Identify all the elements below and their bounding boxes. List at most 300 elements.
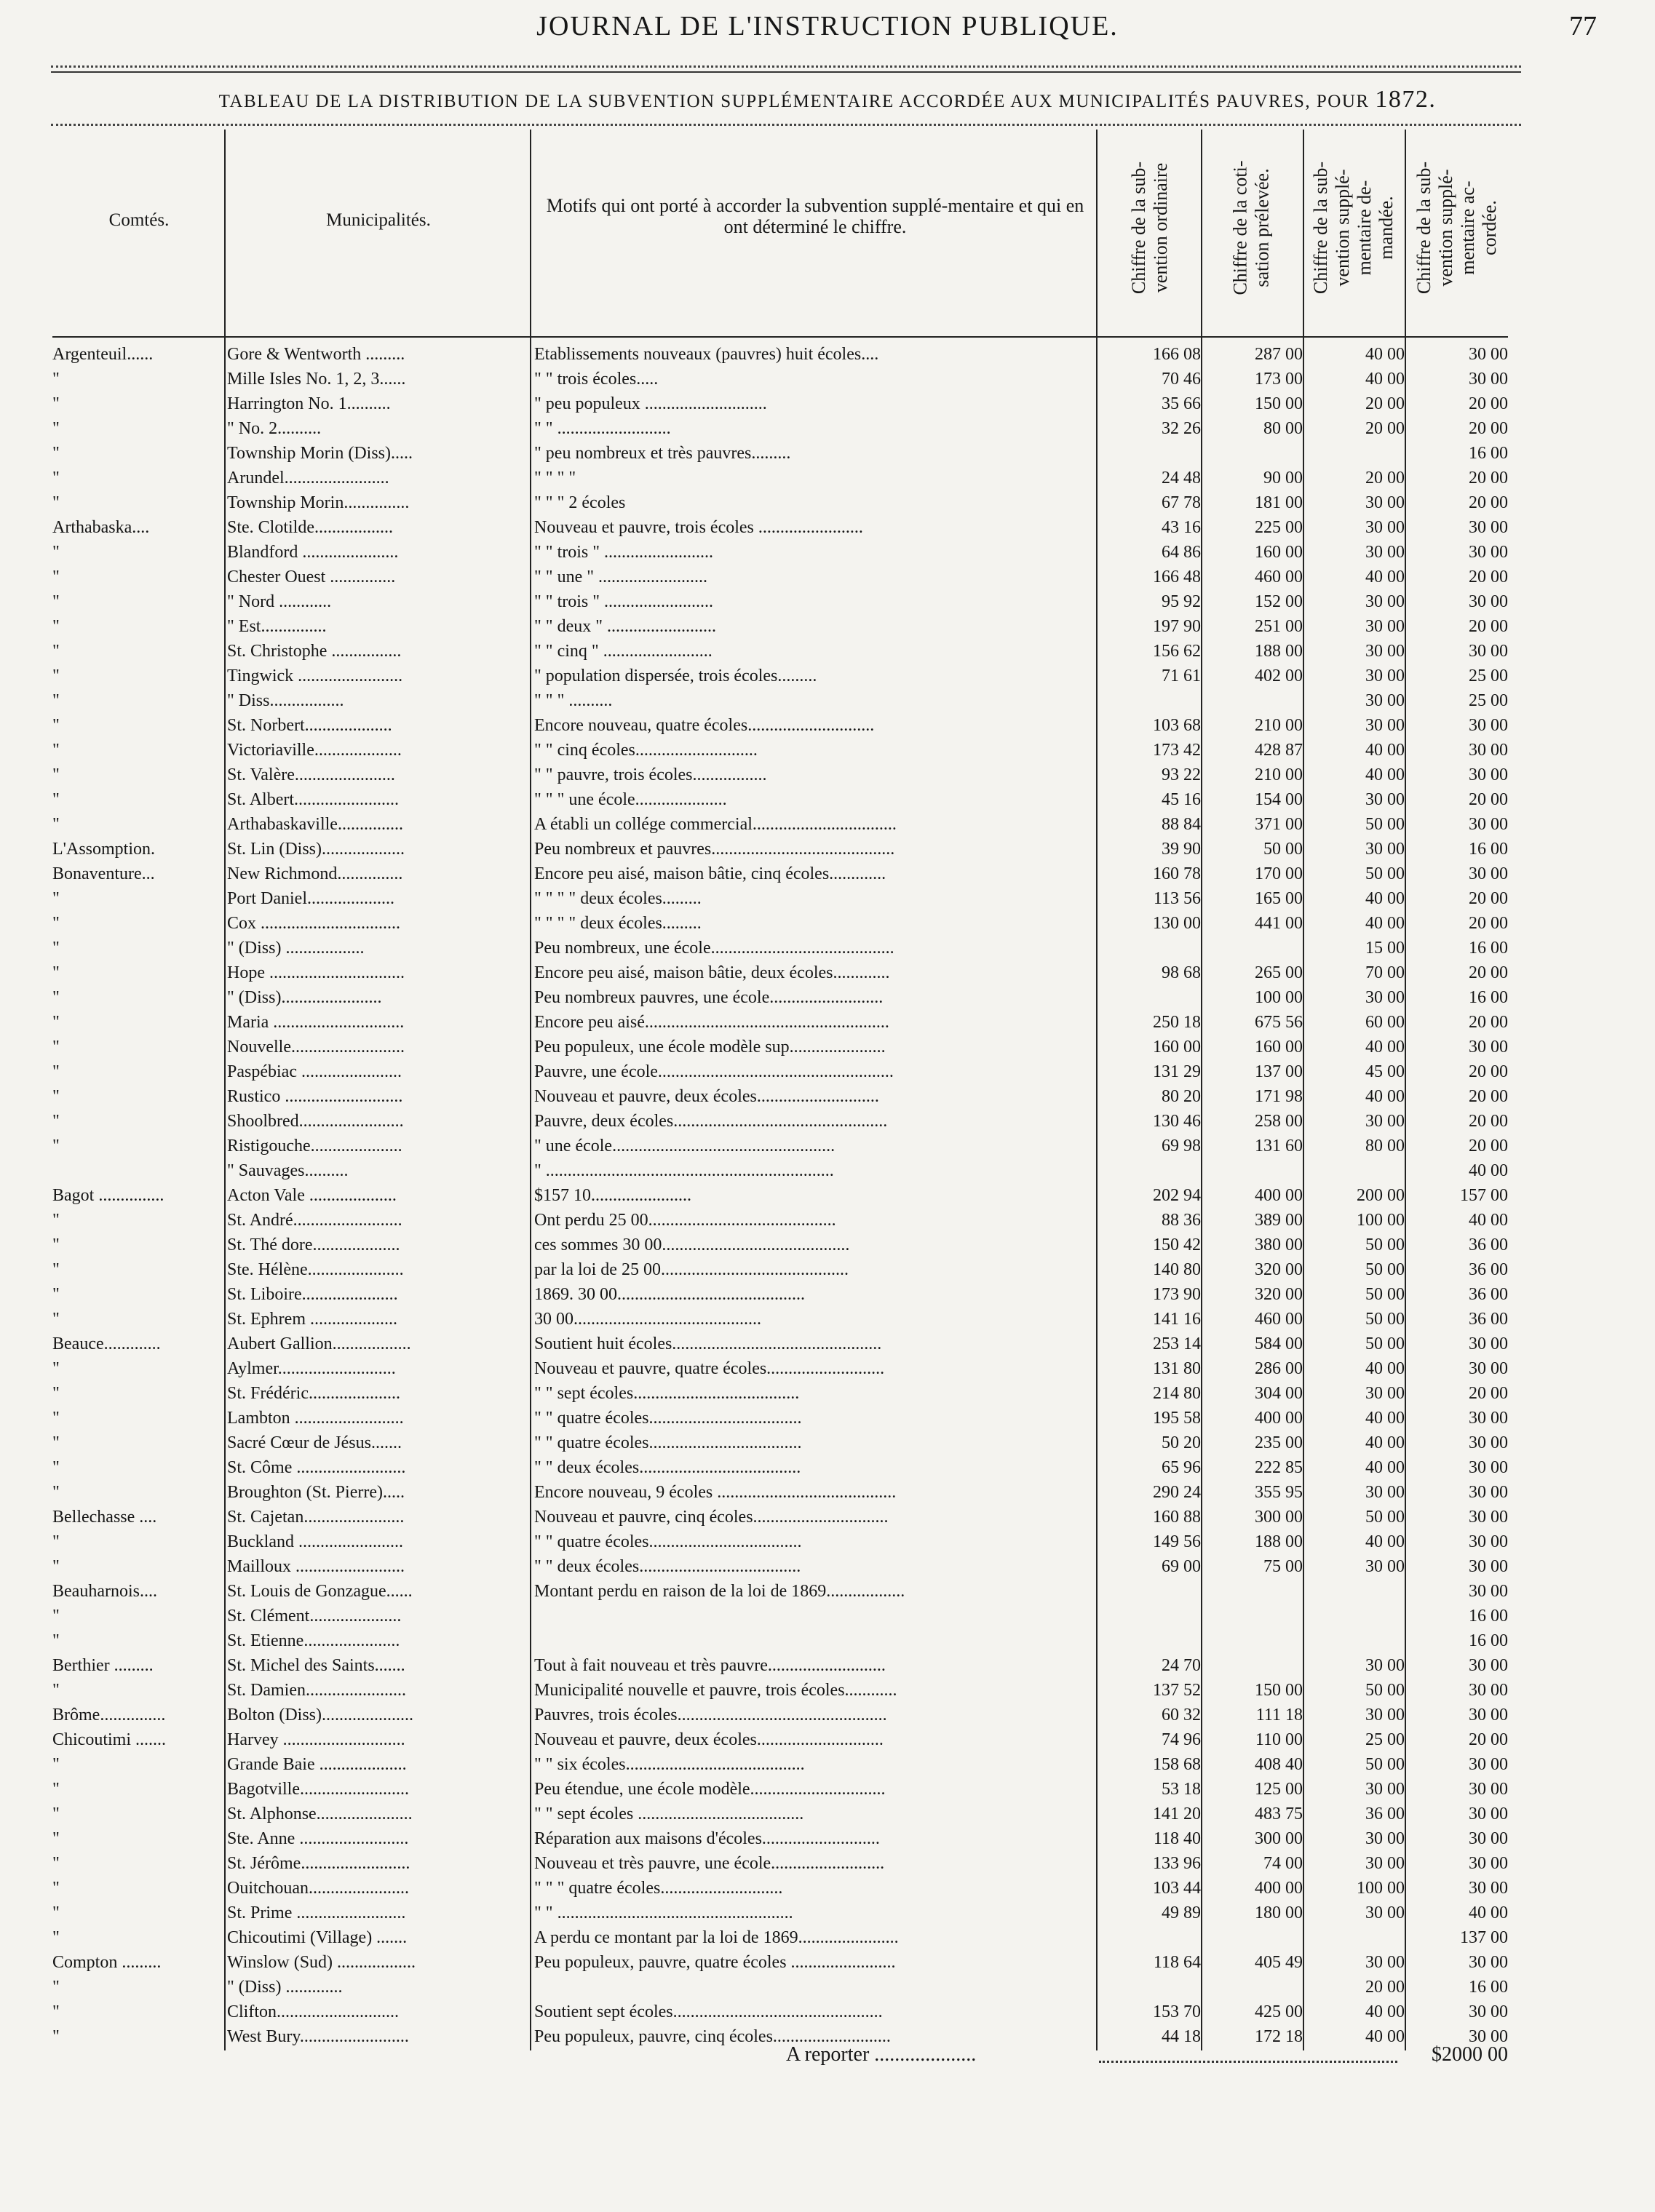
table-row [0, 1529, 1655, 1554]
motif-cell: " " " " deux écoles......... [534, 914, 702, 933]
subvention-accordee-cell: 30 00 [1469, 543, 1508, 562]
cotisation-cell: 251 00 [1255, 617, 1303, 636]
comte-cell: " [52, 1557, 60, 1576]
table-row [0, 1084, 1655, 1109]
subvention-accordee-cell: 30 00 [1469, 1433, 1508, 1452]
table-row [0, 1579, 1655, 1604]
subvention-ordinaire-cell: 160 88 [1153, 1508, 1201, 1527]
municipalite-cell: St. Norbert.................... [227, 716, 392, 735]
subvention-accordee-cell: 20 00 [1469, 493, 1508, 512]
subvention-ordinaire-cell [1099, 1628, 1201, 1653]
cotisation-cell: 150 00 [1255, 394, 1303, 413]
subvention-accordee-cell: 16 00 [1469, 1631, 1508, 1650]
subvention-demandee-cell: 50 00 [1365, 1755, 1405, 1774]
municipalite-cell: Acton Vale .................... [227, 1186, 397, 1205]
cotisation-cell: 74 00 [1263, 1854, 1303, 1873]
cotisation-cell: 460 00 [1255, 1310, 1303, 1329]
subvention-ordinaire-cell: 131 29 [1153, 1062, 1201, 1081]
municipalite-cell: Aylmer........................... [227, 1359, 396, 1378]
cotisation-cell: 355 95 [1255, 1483, 1303, 1502]
motif-cell: Peu populeux, pauvre, quatre écoles ........................ [534, 1953, 896, 1972]
subvention-accordee-cell: 30 00 [1469, 1854, 1508, 1873]
cotisation-cell: 460 00 [1255, 568, 1303, 586]
comte-cell: " [52, 1359, 60, 1378]
cotisation-cell: 320 00 [1255, 1285, 1303, 1304]
municipalite-cell: Gore & Wentworth ......... [227, 345, 405, 364]
comte-cell: " [52, 939, 60, 958]
motif-cell: " " une " ......................... [534, 568, 708, 586]
subvention-ordinaire-cell: 149 56 [1153, 1532, 1201, 1551]
subvention-ordinaire-cell: 130 00 [1153, 914, 1201, 933]
cotisation-cell: 80 00 [1263, 419, 1303, 438]
subvention-accordee-cell: 25 00 [1469, 667, 1508, 685]
subvention-accordee-cell: 30 00 [1469, 864, 1508, 883]
subvention-demandee-cell: 30 00 [1365, 790, 1405, 809]
subvention-accordee-cell: 16 00 [1469, 840, 1508, 859]
subvention-demandee-cell: 40 00 [1365, 1433, 1405, 1452]
subvention-demandee-cell: 70 00 [1365, 963, 1405, 982]
motif-cell: " " " " deux écoles......... [534, 889, 702, 908]
municipalite-cell: St. Louis de Gonzague...... [227, 1582, 413, 1601]
municipalite-cell: Ste. Clotilde.................. [227, 518, 393, 537]
subvention-demandee-cell: 50 00 [1365, 1236, 1405, 1254]
municipalite-cell: St. Liboire...................... [227, 1285, 398, 1304]
motif-cell: A établi un collége commercial................................. [534, 815, 897, 834]
table-row [0, 886, 1655, 911]
comte-cell: " [52, 1038, 60, 1057]
subvention-demandee-cell: 30 00 [1365, 1656, 1405, 1675]
subvention-accordee-cell: 20 00 [1469, 914, 1508, 933]
municipalite-cell: Paspébiac ....................... [227, 1062, 402, 1081]
municipalite-cell: " (Diss)....................... [227, 988, 382, 1007]
subvention-ordinaire-cell: 80 20 [1162, 1087, 1201, 1106]
subvention-ordinaire-cell: 160 78 [1153, 864, 1201, 883]
municipalite-cell: St. Frédéric..................... [227, 1384, 400, 1403]
municipalite-cell: Bagotville......................... [227, 1780, 409, 1799]
subvention-ordinaire-cell: 67 78 [1162, 493, 1201, 512]
comte-cell: " [52, 988, 60, 1007]
table-row [0, 342, 1655, 367]
motif-cell: Peu nombreux et pauvres.......................................... [534, 840, 895, 859]
table-row [0, 391, 1655, 416]
table-row [0, 763, 1655, 787]
table-row [0, 367, 1655, 391]
comte-cell: " [52, 963, 60, 982]
motif-cell: Peu nombreux pauvres, une école.......................... [534, 988, 884, 1007]
table-row [0, 1727, 1655, 1752]
comte-cell: " [52, 765, 60, 784]
subvention-ordinaire-cell: 24 48 [1162, 469, 1201, 488]
comte-cell: " [52, 543, 60, 562]
comte-cell: Brôme............... [52, 1706, 166, 1724]
motif-cell: Nouveau et pauvre, deux écoles............................. [534, 1730, 884, 1749]
motif-cell: " " deux écoles..................................... [534, 1557, 801, 1576]
subvention-ordinaire-cell: 118 40 [1153, 1829, 1201, 1848]
subvention-accordee-cell: 30 00 [1469, 716, 1508, 735]
cotisation-cell [1201, 1579, 1303, 1604]
comte-cell: " [52, 1681, 60, 1700]
subvention-demandee-cell: 30 00 [1365, 1483, 1405, 1502]
subvention-ordinaire-cell: 166 48 [1153, 568, 1201, 586]
comte-cell: " [52, 370, 60, 389]
subvention-accordee-cell: 20 00 [1469, 419, 1508, 438]
cotisation-cell: 188 00 [1255, 642, 1303, 661]
cotisation-cell: 150 00 [1255, 1681, 1303, 1700]
subvention-accordee-cell: 20 00 [1469, 1087, 1508, 1106]
table-row [0, 960, 1655, 985]
cotisation-cell [1201, 1975, 1303, 2000]
subvention-accordee-cell: 20 00 [1469, 1062, 1508, 1081]
cotisation-cell: 181 00 [1255, 493, 1303, 512]
subvention-accordee-cell: 30 00 [1469, 1483, 1508, 1502]
motif-cell: " " " .......... [534, 691, 613, 710]
motif-cell: " " sept écoles ...................................... [534, 1805, 804, 1823]
subvention-ordinaire-cell: 64 86 [1162, 543, 1201, 562]
subvention-demandee-cell: 36 00 [1365, 1805, 1405, 1823]
subvention-demandee-cell: 40 00 [1365, 1458, 1405, 1477]
municipalite-cell: Port Daniel.................... [227, 889, 394, 908]
subvention-ordinaire-cell [1099, 1158, 1201, 1183]
comte-cell: L'Assomption. [52, 840, 155, 859]
municipalite-cell: Harvey ............................ [227, 1730, 405, 1749]
comte-cell: " [52, 716, 60, 735]
comte-cell: " [52, 493, 60, 512]
subvention-demandee-cell: 40 00 [1365, 889, 1405, 908]
subvention-ordinaire-cell: 290 24 [1153, 1483, 1201, 1502]
subvention-ordinaire-cell: 214 80 [1153, 1384, 1201, 1403]
subvention-ordinaire-cell: 45 16 [1162, 790, 1201, 809]
motif-cell: " " ...................................................... [534, 1903, 793, 1922]
subvention-demandee-cell: 50 00 [1365, 1334, 1405, 1353]
table-row [0, 664, 1655, 688]
cotisation-cell: 188 00 [1255, 1532, 1303, 1551]
subvention-demandee-cell: 30 00 [1365, 493, 1405, 512]
comte-cell [52, 1158, 226, 1183]
subvention-ordinaire-cell [1099, 985, 1201, 1010]
table-row [0, 1703, 1655, 1727]
subvention-accordee-cell: 20 00 [1469, 469, 1508, 488]
municipalite-cell: Ouitchouan....................... [227, 1879, 409, 1898]
cotisation-cell: 100 00 [1255, 988, 1303, 1007]
motif-cell [534, 1628, 1095, 1653]
subvention-accordee-cell: 30 00 [1469, 1706, 1508, 1724]
comte-cell: " [52, 568, 60, 586]
subvention-accordee-cell: 40 00 [1469, 1161, 1508, 1180]
municipalite-cell: Sacré Cœur de Jésus....... [227, 1433, 402, 1452]
motif-cell: Pauvre, une école...................................................... [534, 1062, 894, 1081]
cotisation-cell: 380 00 [1255, 1236, 1303, 1254]
comte-cell: " [52, 790, 60, 809]
motif-cell: " " " quatre écoles............................ [534, 1879, 783, 1898]
subvention-accordee-cell: 20 00 [1469, 394, 1508, 413]
comte-cell: " [52, 1062, 60, 1081]
motif-cell: Soutient huit écoles................................................ [534, 1334, 882, 1353]
cotisation-cell: 131 60 [1255, 1137, 1303, 1155]
motif-cell: " " deux " ......................... [534, 617, 717, 636]
subvention-demandee-cell: 20 00 [1365, 419, 1405, 438]
cotisation-cell [1201, 688, 1303, 713]
motif-cell: " une école................................................... [534, 1137, 836, 1155]
motif-cell: Ont perdu 25 00........................................... [534, 1211, 836, 1230]
subvention-ordinaire-cell: 71 61 [1162, 667, 1201, 685]
comte-cell: " [52, 1755, 60, 1774]
comte-cell: " [52, 1137, 60, 1155]
table-row [0, 565, 1655, 589]
cotisation-cell: 400 00 [1255, 1879, 1303, 1898]
table-row [0, 1480, 1655, 1505]
table-title-year: 1872. [1375, 86, 1437, 113]
subvention-ordinaire-cell: 35 66 [1162, 394, 1201, 413]
comte-cell: " [52, 1260, 60, 1279]
cotisation-cell: 90 00 [1263, 469, 1303, 488]
comte-cell: " [52, 617, 60, 636]
subvention-accordee-cell: 30 00 [1469, 2002, 1508, 2021]
municipalite-cell: Chicoutimi (Village) ....... [227, 1928, 408, 1947]
cotisation-cell: 300 00 [1255, 1508, 1303, 1527]
subvention-ordinaire-cell: 140 80 [1153, 1260, 1201, 1279]
table-row [0, 1678, 1655, 1703]
table-row [0, 1802, 1655, 1826]
subvention-ordinaire-cell [1099, 936, 1201, 960]
subvention-accordee-cell: 16 00 [1469, 444, 1508, 463]
municipalite-cell: " (Diss) .................. [227, 939, 365, 958]
subvention-demandee-cell: 40 00 [1365, 370, 1405, 389]
subvention-accordee-cell: 30 00 [1469, 370, 1508, 389]
motif-cell: " population dispersée, trois écoles......... [534, 667, 817, 685]
cotisation-cell [1201, 1158, 1303, 1183]
subvention-ordinaire-cell: 173 42 [1153, 741, 1201, 760]
municipalite-cell: Blandford ...................... [227, 543, 399, 562]
subvention-demandee-cell: 30 00 [1365, 1829, 1405, 1848]
subvention-accordee-cell: 20 00 [1469, 1384, 1508, 1403]
motif-cell: " " quatre écoles................................... [534, 1532, 802, 1551]
subvention-accordee-cell: 36 00 [1469, 1285, 1508, 1304]
table-row [0, 1158, 1655, 1183]
subvention-demandee-cell [1303, 1925, 1405, 1950]
carry-forward-total: $2000 00 [1432, 2043, 1508, 2066]
subvention-accordee-cell: 30 00 [1469, 1508, 1508, 1527]
subvention-demandee-cell: 40 00 [1365, 741, 1405, 760]
cotisation-cell: 172 18 [1255, 2027, 1303, 2046]
table-row [0, 1059, 1655, 1084]
subvention-demandee-cell [1303, 441, 1405, 466]
comte-cell: " [52, 1236, 60, 1254]
comte-cell: Compton ......... [52, 1953, 162, 1972]
table-row [0, 589, 1655, 614]
subvention-demandee-cell: 40 00 [1365, 2027, 1405, 2046]
subvention-demandee-cell: 40 00 [1365, 1359, 1405, 1378]
subvention-demandee-cell: 50 00 [1365, 1285, 1405, 1304]
subvention-accordee-cell: 30 00 [1469, 1038, 1508, 1057]
cotisation-cell: 258 00 [1255, 1112, 1303, 1131]
table-row [0, 1777, 1655, 1802]
table-row [0, 441, 1655, 466]
motif-cell: " " .......................... [534, 419, 671, 438]
cotisation-cell: 425 00 [1255, 2002, 1303, 2021]
motif-cell: Peu nombreux, une école.......................................... [534, 939, 894, 958]
cotisation-cell: 225 00 [1255, 518, 1303, 537]
subvention-ordinaire-cell: 69 98 [1162, 1137, 1201, 1155]
motif-cell: " " trois " ......................... [534, 592, 714, 611]
table-row [0, 1604, 1655, 1628]
motif-cell: Montant perdu en raison de la loi de 1869.................. [534, 1582, 905, 1601]
subvention-ordinaire-cell [1099, 441, 1201, 466]
municipalite-cell: St. Prime ......................... [227, 1903, 406, 1922]
municipalite-cell: St. Alphonse...................... [227, 1805, 413, 1823]
subvention-demandee-cell: 40 00 [1365, 1038, 1405, 1057]
motif-cell: " peu nombreux et très pauvres......... [534, 444, 791, 463]
subvention-accordee-cell: 25 00 [1469, 691, 1508, 710]
header-motifs: Motifs qui ont porté à accorder la subvention supplé-mentaire et qui en ont déterminé le chiffre. [546, 195, 1084, 237]
subvention-ordinaire-cell: 60 32 [1162, 1706, 1201, 1724]
comte-cell: " [52, 1879, 60, 1898]
subvention-demandee-cell: 40 00 [1365, 345, 1405, 364]
subvention-accordee-cell: 30 00 [1469, 1582, 1508, 1601]
motif-cell: " " quatre écoles................................... [534, 1409, 802, 1428]
municipalite-cell: St. Albert........................ [227, 790, 400, 809]
subvention-ordinaire-cell: 195 58 [1153, 1409, 1201, 1428]
subvention-demandee-cell [1303, 1579, 1405, 1604]
municipalite-cell: Mille Isles No. 1, 2, 3...... [227, 370, 406, 389]
municipalite-cell: St. Ephrem .................... [227, 1310, 397, 1329]
cotisation-cell: 320 00 [1255, 1260, 1303, 1279]
subvention-accordee-cell: 16 00 [1469, 988, 1508, 1007]
motif-cell: " " " une école..................... [534, 790, 727, 809]
cotisation-cell: 400 00 [1255, 1186, 1303, 1205]
table-row [0, 862, 1655, 886]
table-row [0, 540, 1655, 565]
municipalite-cell: Hope ............................... [227, 963, 405, 982]
subvention-ordinaire-cell: 141 16 [1153, 1310, 1201, 1329]
subvention-ordinaire-cell: 160 00 [1153, 1038, 1201, 1057]
table-title [0, 86, 1655, 114]
table-row [0, 1752, 1655, 1777]
motif-cell: Tout à fait nouveau et très pauvre........................... [534, 1656, 886, 1675]
subvention-demandee-cell: 50 00 [1365, 1508, 1405, 1527]
motif-cell: Peu étendue, une école modèle............................... [534, 1780, 886, 1799]
subvention-demandee-cell: 30 00 [1365, 716, 1405, 735]
subvention-ordinaire-cell: 133 96 [1153, 1854, 1201, 1873]
motif-cell [534, 1975, 1095, 2000]
table-row [0, 1282, 1655, 1307]
subvention-accordee-cell: 20 00 [1469, 790, 1508, 809]
table-row [0, 1183, 1655, 1208]
comte-cell: " [52, 469, 60, 488]
comte-cell: " [52, 1384, 60, 1403]
municipalite-cell: St. Jérôme......................... [227, 1854, 410, 1873]
subvention-accordee-cell: 16 00 [1469, 1978, 1508, 1997]
comte-cell: " [52, 1532, 60, 1551]
municipalite-cell: Nouvelle.......................... [227, 1038, 405, 1057]
cotisation-cell: 265 00 [1255, 963, 1303, 982]
comte-cell: " [52, 592, 60, 611]
table-row [0, 1109, 1655, 1134]
comte-cell: " [52, 1854, 60, 1873]
table-row [0, 787, 1655, 812]
subvention-demandee-cell: 30 00 [1365, 1557, 1405, 1576]
subvention-demandee-cell: 30 00 [1365, 1953, 1405, 1972]
motif-cell: " " deux écoles..................................... [534, 1458, 801, 1477]
comte-cell: " [52, 1607, 60, 1626]
comte-cell: " [52, 642, 60, 661]
page-number: 77 [1569, 11, 1597, 41]
comte-cell: " [52, 1211, 60, 1230]
subvention-ordinaire-cell: 141 20 [1153, 1805, 1201, 1823]
subvention-accordee-cell: 30 00 [1469, 1409, 1508, 1428]
motif-cell: " " " 2 écoles [534, 493, 626, 512]
subvention-ordinaire-cell: 250 18 [1153, 1013, 1201, 1032]
cotisation-cell: 400 00 [1255, 1409, 1303, 1428]
subvention-demandee-cell: 50 00 [1365, 1260, 1405, 1279]
header-divider-solid [51, 71, 1521, 73]
municipalite-cell: St. Thé dore.................... [227, 1236, 400, 1254]
subvention-ordinaire-cell: 150 42 [1153, 1236, 1201, 1254]
municipalite-cell: St. Christophe ................ [227, 642, 402, 661]
subvention-accordee-cell: 20 00 [1469, 568, 1508, 586]
cotisation-cell [1201, 936, 1303, 960]
motif-cell: 30 00........................................... [534, 1310, 761, 1329]
municipalite-cell: Rustico ........................... [227, 1087, 403, 1106]
municipalite-cell: St. André......................... [227, 1211, 402, 1230]
municipalite-cell: Harrington No. 1.......... [227, 394, 391, 413]
municipalite-cell: " (Diss) ............. [227, 1978, 343, 1997]
comte-cell: " [52, 1112, 60, 1131]
subvention-demandee-cell: 30 00 [1365, 1903, 1405, 1922]
subvention-accordee-cell: 30 00 [1469, 815, 1508, 834]
header-divider [51, 65, 1521, 68]
subvention-accordee-cell: 36 00 [1469, 1310, 1508, 1329]
table-row [0, 466, 1655, 490]
municipalite-cell: " Est............... [227, 617, 327, 636]
cotisation-cell: 152 00 [1255, 592, 1303, 611]
table-row [0, 1010, 1655, 1035]
subvention-accordee-cell: 30 00 [1469, 1557, 1508, 1576]
title-divider [51, 124, 1521, 126]
comte-cell: " [52, 2027, 60, 2046]
cotisation-cell: 125 00 [1255, 1780, 1303, 1799]
municipalite-cell: Lambton ......................... [227, 1409, 404, 1428]
subvention-accordee-cell: 36 00 [1469, 1260, 1508, 1279]
subvention-accordee-cell: 30 00 [1469, 1458, 1508, 1477]
municipalite-cell: St. Lin (Diss)................... [227, 840, 405, 859]
table-row [0, 1876, 1655, 1901]
motif-cell [534, 1604, 1095, 1628]
subvention-accordee-cell: 30 00 [1469, 1532, 1508, 1551]
subvention-demandee-cell: 30 00 [1365, 1384, 1405, 1403]
subvention-accordee-cell: 30 00 [1469, 1755, 1508, 1774]
subvention-ordinaire-cell: 44 18 [1162, 2027, 1201, 2046]
municipalite-cell: Mailloux ......................... [227, 1557, 405, 1576]
subvention-demandee-cell: 45 00 [1365, 1062, 1405, 1081]
subvention-ordinaire-cell [1099, 1925, 1201, 1950]
header-cotisation-prelevee: Chiffre de la coti- sation prélevée. [1230, 160, 1273, 295]
subvention-accordee-cell: 157 00 [1460, 1186, 1508, 1205]
municipalite-cell: St. Etienne...................... [227, 1631, 400, 1650]
cotisation-cell: 483 75 [1255, 1805, 1303, 1823]
table-row [0, 1975, 1655, 2000]
subvention-ordinaire-cell: 130 46 [1153, 1112, 1201, 1131]
subvention-accordee-cell: 30 00 [1469, 765, 1508, 784]
municipalite-cell: Township Morin (Diss)..... [227, 444, 413, 463]
motif-cell: " " cinq écoles............................ [534, 741, 758, 760]
subvention-ordinaire-cell: 50 20 [1162, 1433, 1201, 1452]
table-row [0, 936, 1655, 960]
municipalite-cell: West Bury......................... [227, 2027, 409, 2046]
subvention-ordinaire-cell: 95 92 [1162, 592, 1201, 611]
header-comtes: Comtés. [108, 210, 170, 230]
subvention-ordinaire-cell: 113 56 [1153, 889, 1201, 908]
subvention-ordinaire-cell: 153 70 [1153, 2002, 1201, 2021]
